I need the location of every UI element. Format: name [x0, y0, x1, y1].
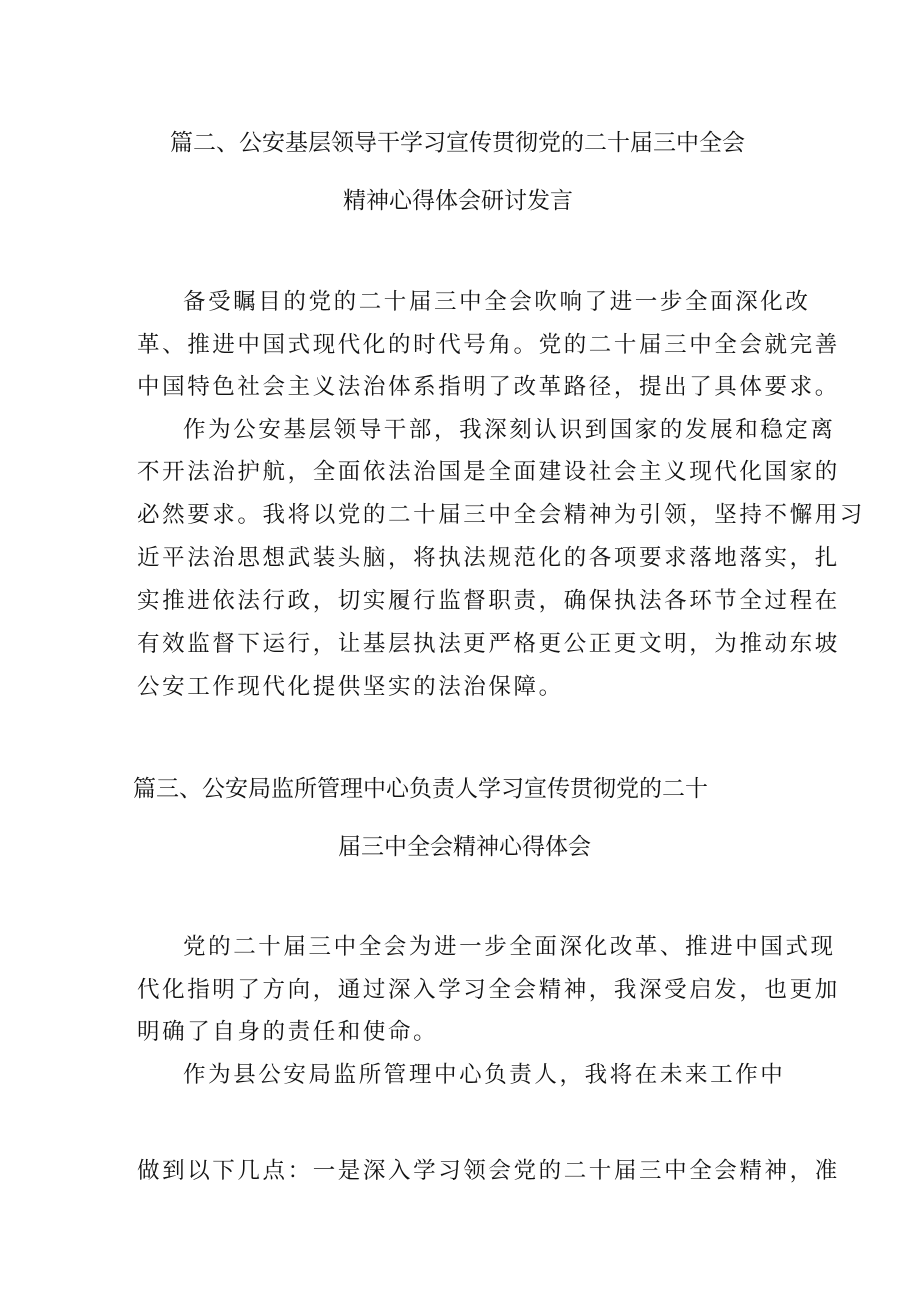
section3-para1-line3: 明确了自身的责任和使命。	[137, 1019, 439, 1045]
section2-para1-line1: 备受瞩目的党的二十届三中全会吹响了进一步全面深化改	[183, 289, 811, 315]
section2-para2-line1: 作为公安基层领导干部，我深刻认识到国家的发展和稳定离	[183, 417, 836, 443]
section3-para2-line2: 做到以下几点：一是深入学习领会党的二十届三中全会精神，准	[137, 1158, 840, 1184]
section2-para2-line7: 公安工作现代化提供坚实的法治保障。	[137, 674, 564, 700]
section2-para1-line3: 中国特色社会主义法治体系指明了改革路径，提出了具体要求。	[137, 374, 840, 400]
section2-para1-line2: 革、推进中国式现代化的时代号角。党的二十届三中全会就完善	[137, 332, 840, 358]
section2-para2-line6: 有效监督下运行，让基层执法更严格更公正更文明，为推动东坡	[137, 631, 840, 657]
section3-para1-line2: 代化指明了方向，通过深入学习全会精神，我深受启发，也更加	[137, 977, 840, 1003]
section3-title-line1: 篇三、公安局监所管理中心负责人学习宣传贯彻党的二十	[133, 776, 708, 802]
section2-title-line2: 精神心得体会研讨发言	[343, 188, 573, 214]
section2-para2-line5: 实推进依法行政，切实履行监督职责，确保执法各环节全过程在	[137, 588, 840, 614]
section3-para2-line1: 作为县公安局监所管理中心负责人，我将在未来工作中	[183, 1062, 786, 1088]
section2-para2-line2: 不开法治护航，全面依法治国是全面建设社会主义现代化国家的	[137, 459, 840, 485]
section2-para2-line3: 必然要求。我将以党的二十届三中全会精神为引领，坚持不懈用习	[137, 502, 865, 528]
section3-para1-line1: 党的二十届三中全会为进一步全面深化改革、推进中国式现	[183, 934, 836, 960]
section2-para2-line4: 近平法治思想武装头脑，将执法规范化的各项要求落地落实，扎	[137, 545, 840, 571]
section3-title-line2: 届三中全会精神心得体会	[338, 834, 591, 860]
section2-title-line1: 篇二、公安基层领导干学习宣传贯彻党的二十届三中全会	[170, 130, 745, 156]
